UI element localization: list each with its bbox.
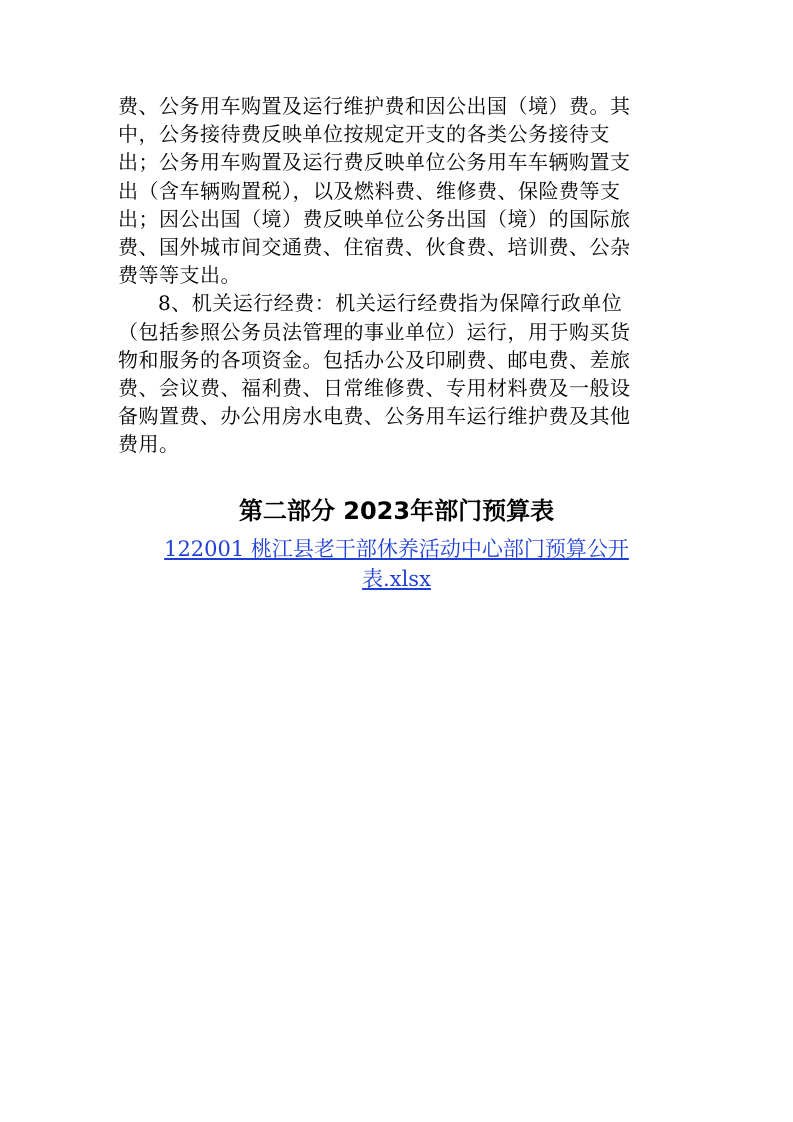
text-line: （包括参照公务员法管理的事业单位）运行，用于购买货 <box>118 319 631 344</box>
text-line: 备购置费、办公用房水电费、公务用车运行维护费及其他 <box>118 404 631 429</box>
text-line: 费、国外城市间交通费、住宿费、伙食费、培训费、公杂 <box>118 235 631 260</box>
text-line: 费、会议费、福利费、日常维修费、专用材料费及一般设 <box>118 376 631 401</box>
text-line: 出；因公出国（境）费反映单位公务出国（境）的国际旅 <box>118 206 631 231</box>
text-line: 费等等支出。 <box>118 263 241 288</box>
link-text-line[interactable]: 表.xlsx <box>362 567 431 591</box>
text-line: 费用。 <box>118 432 180 457</box>
text-line: 出（含车辆购置税），以及燃料费、维修费、保险费等支 <box>118 178 621 203</box>
text-line: 出；公务用车购置及运行费反映单位公务用车车辆购置支 <box>118 150 631 175</box>
paragraph-public-expenses <box>118 92 678 289</box>
paragraph-operating-funds <box>118 289 678 458</box>
text-line: 8、机关运行经费：机关运行经费指为保障行政单位 <box>158 291 623 316</box>
document-body <box>118 92 678 459</box>
budget-file-link[interactable] <box>0 534 793 594</box>
text-line: 中，公务接待费反映单位按规定开支的各类公务接待支 <box>118 122 610 147</box>
text-line: 物和服务的各项资金。包括办公及印刷费、邮电费、差旅 <box>118 347 631 372</box>
text-line: 费、公务用车购置及运行维护费和因公出国（境）费。其 <box>118 94 631 118</box>
link-text-line[interactable]: 122001 桃江县老干部休养活动中心部门预算公开 <box>164 537 629 561</box>
section-title: 第二部分 2023年部门预算表 <box>238 497 555 525</box>
